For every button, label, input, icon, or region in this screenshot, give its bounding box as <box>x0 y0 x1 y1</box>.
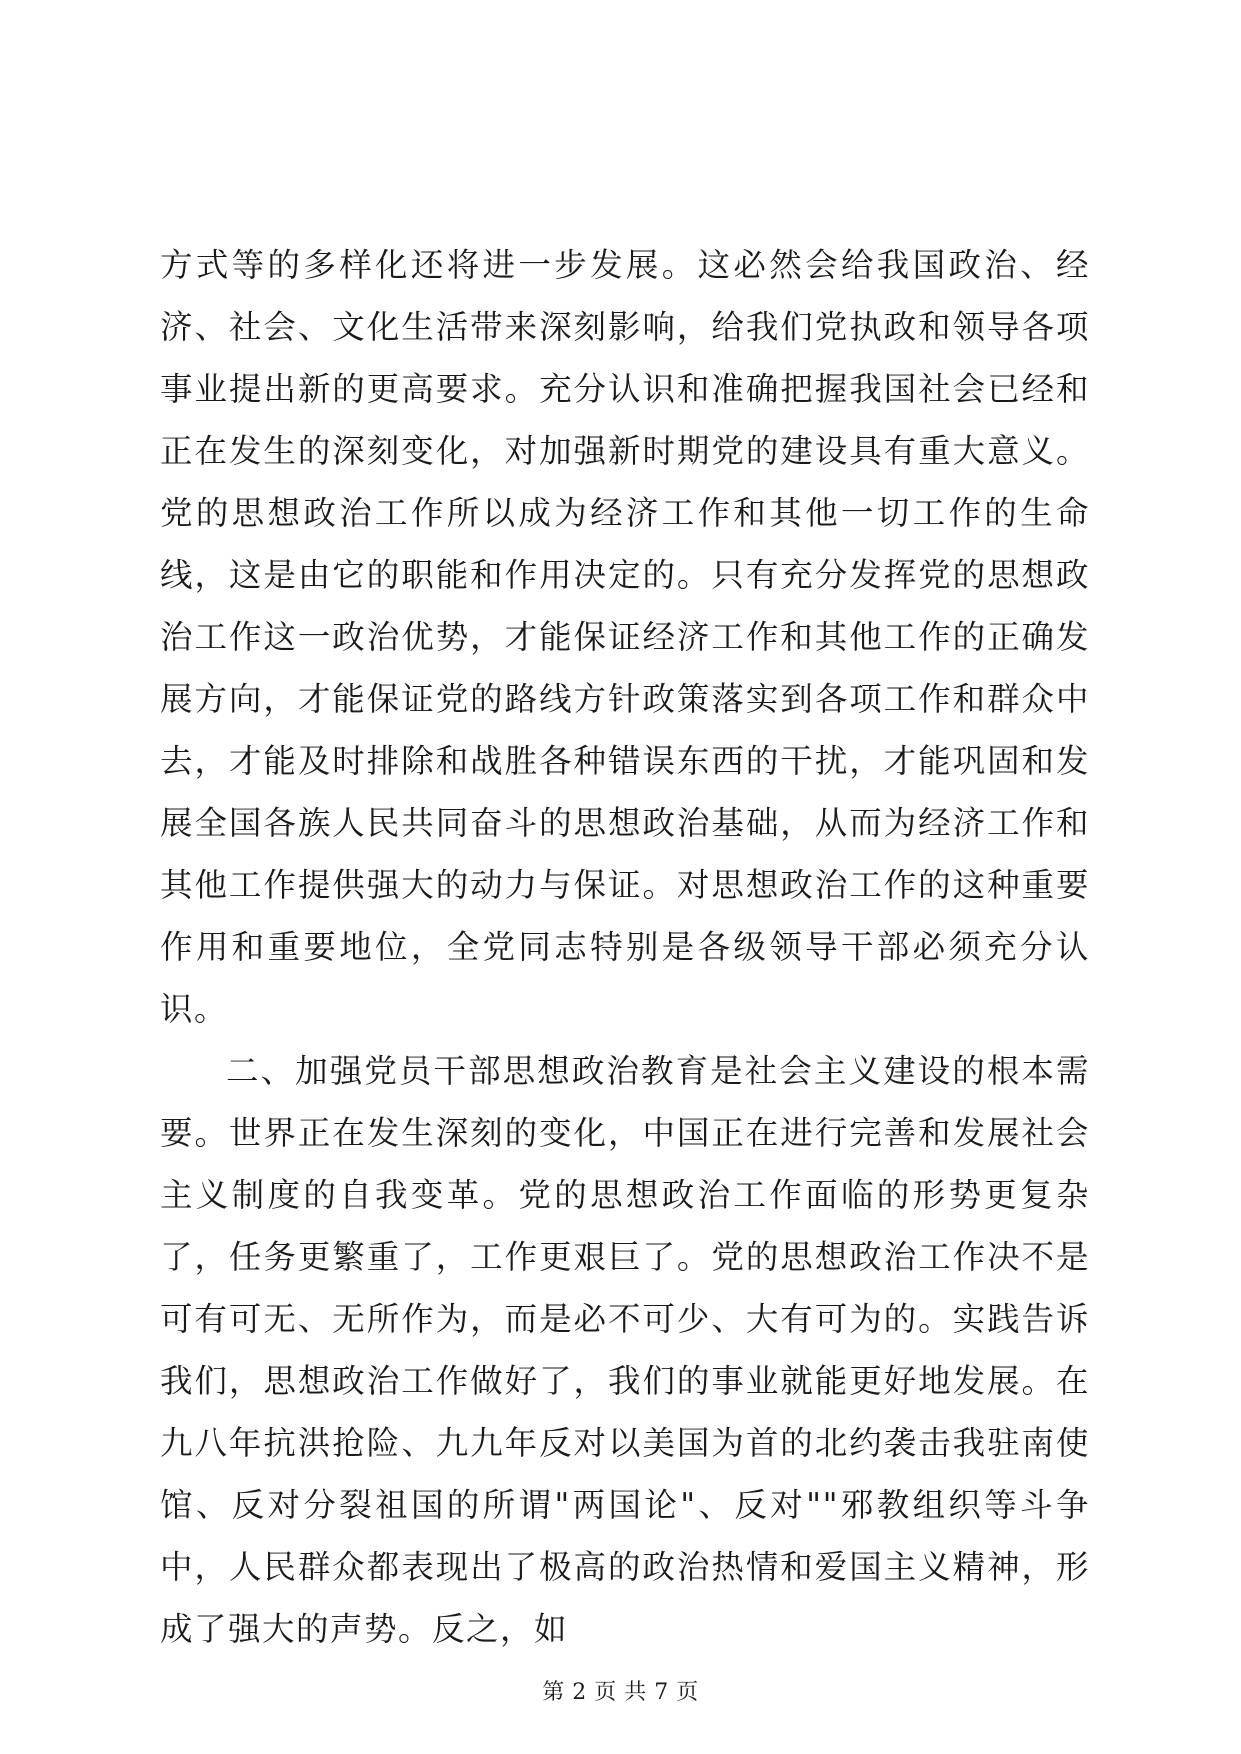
paragraph-1: 方式等的多样化还将进一步发展。这必然会给我国政治、经济、社会、文化生活带来深刻影响，给我们党执政和领导各项事业提出新的更高要求。充分认识和准确把握我国社会已经和正在发生的深刻变化，对加强新时期党的建设具有重大意义。党的思想政治工作所以成为经济工作和其他一切工作的生命线，这是由它的职能和作用决定的。只有充分发挥党的思想政治工作这一政治优势，才能保证经济工作和其他工作的正确发展方向，才能保证党的路线方针政策落实到各项工作和群众中去，才能及时排除和战胜各种错误东西的干扰，才能巩固和发展全国各族人民共同奋斗的思想政治基础，从而为经济工作和其他工作提供强大的动力与保证。对思想政治工作的这种重要作用和重要地位，全党同志特别是各级领导干部必须充分认识。 <box>160 246 1090 1028</box>
document-body <box>160 234 1090 1660</box>
page-number-footer: 第 2 页 共 7 页 <box>542 1680 699 1705</box>
paragraph-2: 二、加强党员干部思想政治教育是社会主义建设的根本需要。世界正在发生深刻的变化，中国正在进行完善和发展社会主义制度的自我变革。党的思想政治工作面临的形势更复杂了，任务更繁重了，工作更艰巨了。党的思想政治工作决不是可有可无、无所作为，而是必不可少、大有可为的。实践告诉我们，思想政治工作做好了，我们的事业就能更好地发展。在九八年抗洪抢险、九九年反对以美国为首的北约袭击我驻南使馆、反对分裂祖国的所谓"两国论"、反对""邪教组织等斗争中，人民群众都表现出了极高的政治热情和爱国主义精神，形成了强大的声势。反之，如 <box>160 1052 1090 1648</box>
